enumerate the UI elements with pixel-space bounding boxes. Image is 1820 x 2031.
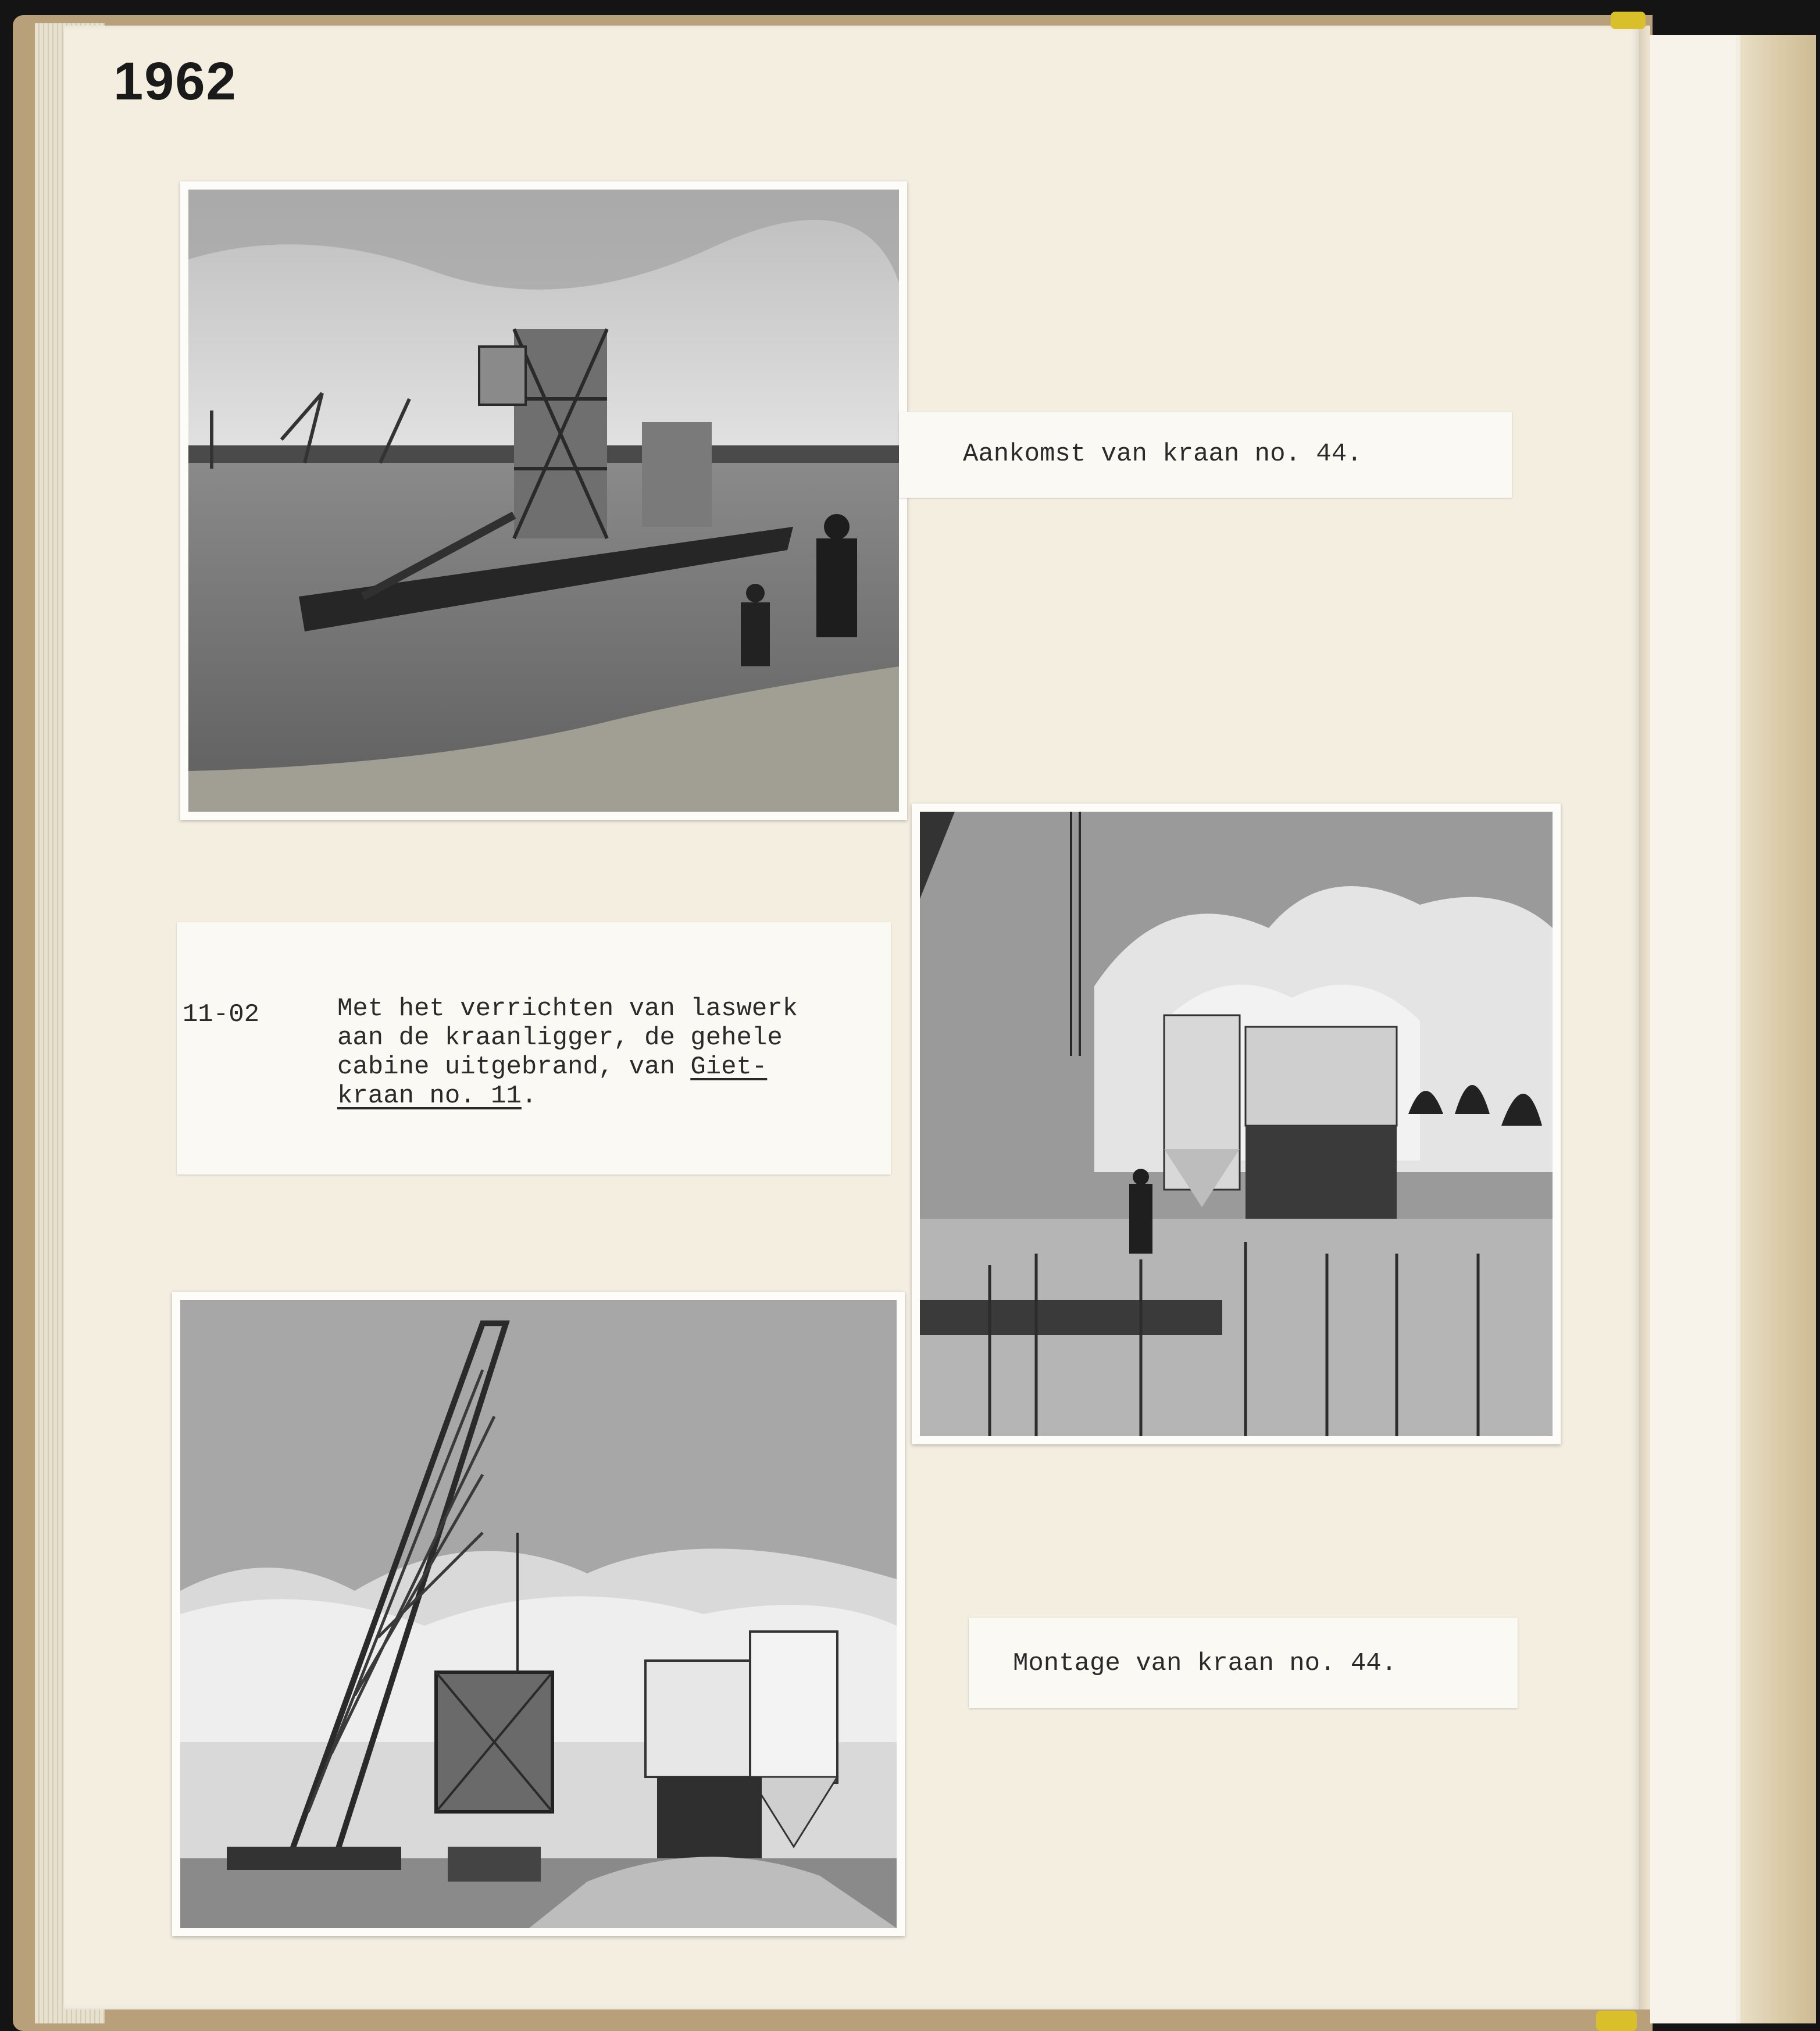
right-page-edge — [1650, 35, 1743, 2023]
right-cover — [1736, 35, 1816, 2023]
yellow-tab-bottom — [1596, 2011, 1637, 2031]
caption-fire-report-date: 11-02 — [183, 1000, 260, 1029]
caption-fire-report-line4 — [337, 1081, 537, 1111]
year-heading: 1962 — [113, 52, 237, 111]
caption-crane-assembly — [969, 1618, 1518, 1708]
gutter — [1639, 26, 1650, 2009]
caption-crane-arrival — [899, 412, 1512, 498]
caption-fire-report-line4-b: . — [521, 1081, 537, 1111]
caption-fire-report-line4-a: kraan no. 11 — [337, 1081, 522, 1111]
caption-fire-report-line3 — [337, 1052, 767, 1081]
photo-crane-assembly — [172, 1292, 905, 1936]
caption-fire-report-line2: aan de kraanligger, de gehele — [337, 1023, 783, 1052]
caption-fire-report — [177, 922, 891, 1175]
caption-fire-report-line3-a: cabine uitgebrand, van — [337, 1052, 691, 1081]
caption-crane-assembly-text: Montage van kraan no. 44. — [1013, 1649, 1397, 1678]
yellow-tab-top — [1611, 12, 1646, 29]
caption-fire-report-line1: Met het verrichten van laswerk — [337, 994, 798, 1023]
photo-construction-site — [912, 804, 1561, 1444]
caption-crane-arrival-text: Aankomst van kraan no. 44. — [963, 440, 1362, 469]
caption-fire-report-line3-b: Giet- — [690, 1052, 768, 1081]
photo-crane-arrival — [180, 181, 907, 820]
